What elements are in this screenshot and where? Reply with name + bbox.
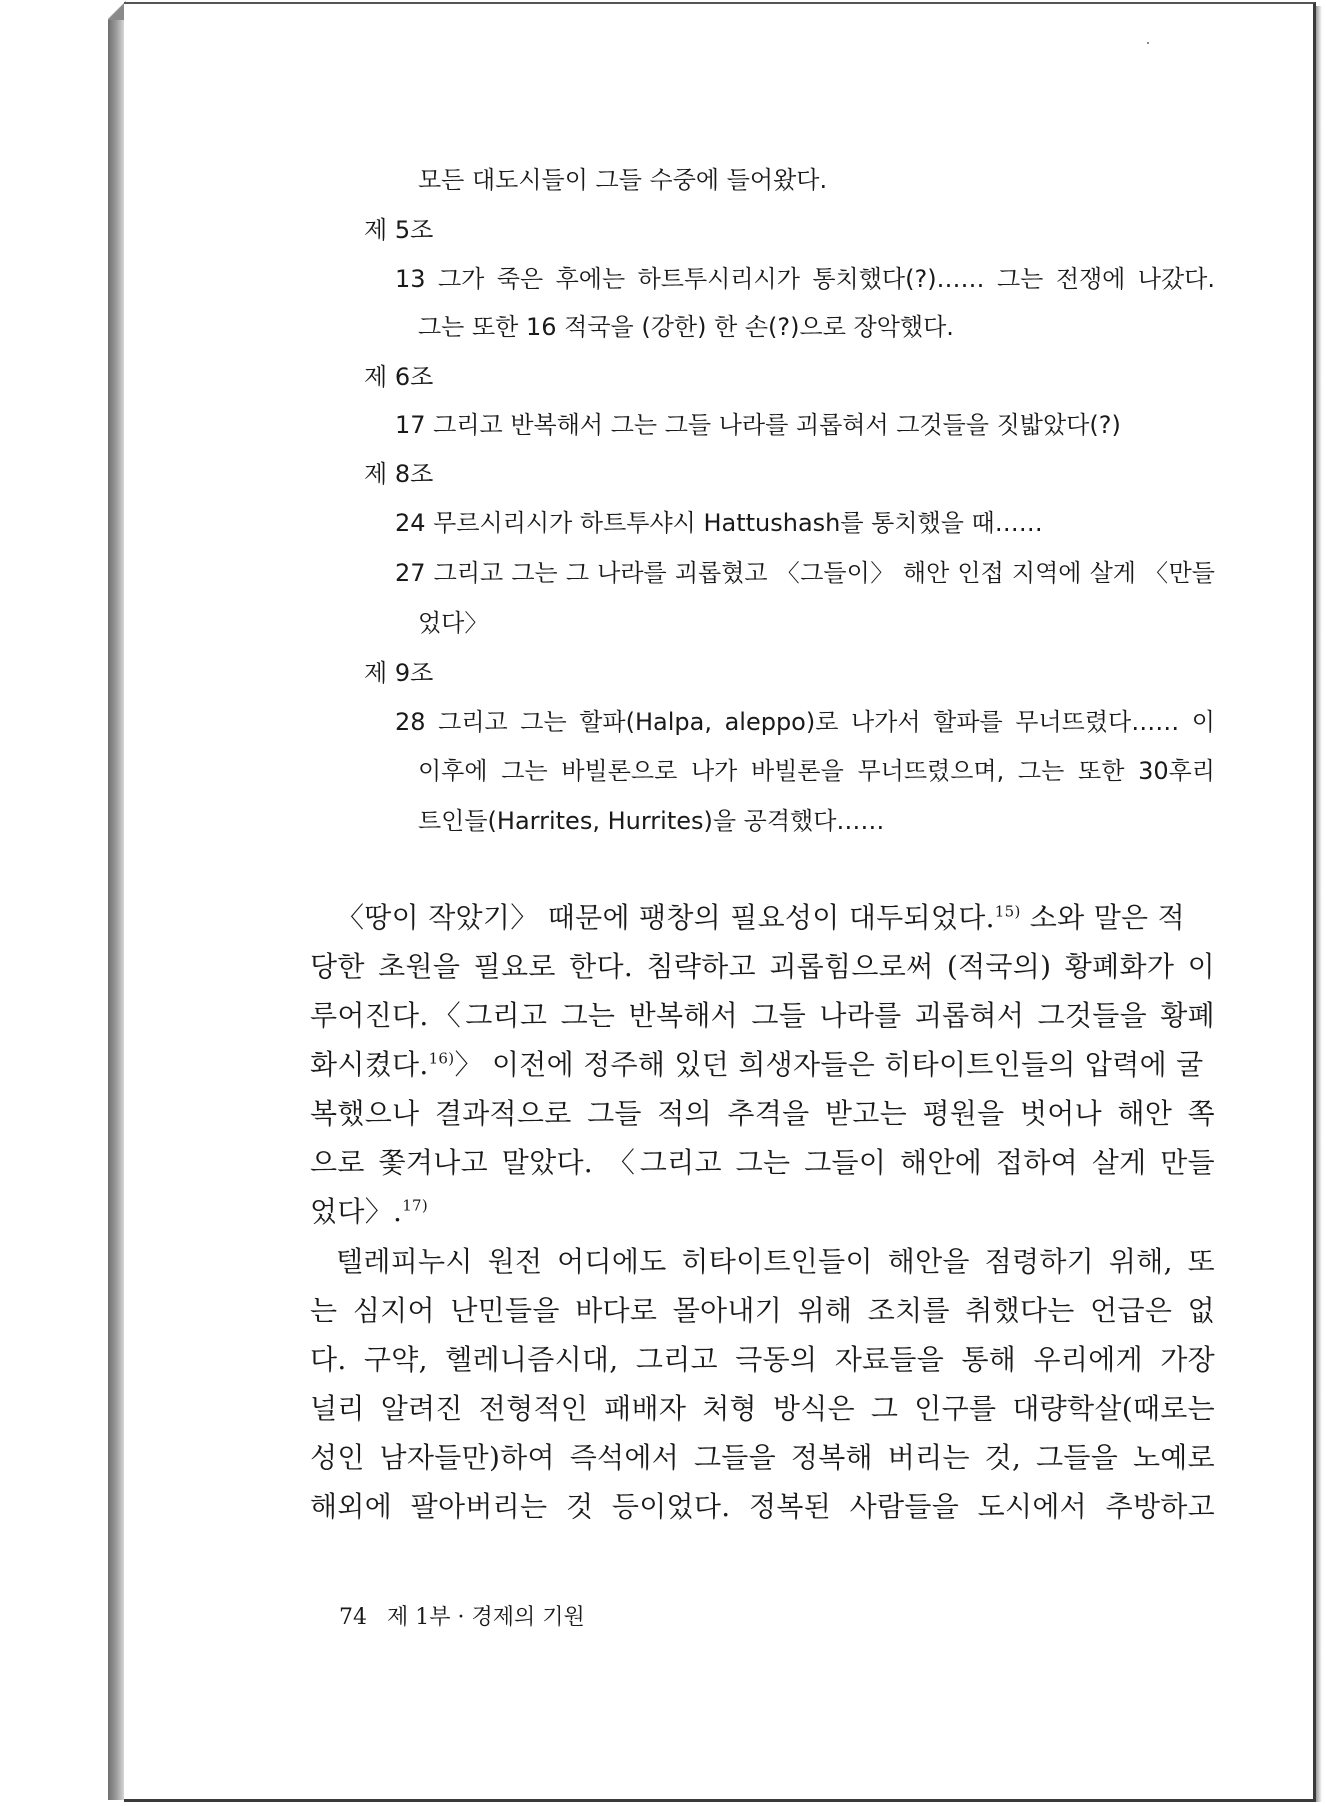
running-head: 제 1부 · 경제의 기원 — [387, 1605, 585, 1630]
footnote-ref: 17) — [402, 1196, 429, 1215]
body-line: 다. 구약, 헬레니즘시대, 그리고 극동의 자료들을 통해 우리에게 가장 — [310, 1343, 1215, 1376]
body-line: 당한 초원을 필요로 한다. 침략하고 괴롭힘으로써 (적국의) 황폐화가 이 — [310, 950, 1215, 983]
body-text: 화시켰다. — [310, 1048, 429, 1081]
footnote-ref: 15) — [994, 902, 1021, 921]
body-line: 성인 남자들만)하여 즉석에서 그들을 정복해 버리는 것, 그들을 노예로 — [310, 1441, 1215, 1474]
body-line — [336, 901, 1215, 935]
article-heading-8: 제 8조 — [364, 460, 434, 488]
quote-line: 었다〉 — [418, 609, 489, 637]
body-line: 널리 알려진 전형적인 패배자 처형 방식은 그 인구를 대량학살(때로는 — [310, 1392, 1215, 1425]
body-line: 는 심지어 난민들을 바다로 몰아내기 위해 조치를 취했다는 언급은 없 — [310, 1294, 1215, 1327]
footnote-ref: 16) — [428, 1049, 455, 1068]
quote-line: 트인들(Harrites, Hurrites)을 공격했다…… — [418, 807, 885, 835]
body-line — [310, 1048, 1215, 1082]
scan-speck — [1147, 42, 1149, 44]
body-line: 복했으나 결과적으로 그들 적의 추격을 받고는 평원을 벗어나 해안 쪽 — [310, 1097, 1215, 1130]
article-heading-9: 제 9조 — [364, 659, 434, 687]
quote-line: 모든 대도시들이 그들 수중에 들어왔다. — [418, 166, 828, 194]
body-text: 〉 이전에 정주해 있던 희생자들은 히타이트인들의 압력에 굴 — [454, 1048, 1204, 1081]
body-line: 텔레피누시 원전 어디에도 히타이트인들이 해안을 점령하기 위해, 또 — [336, 1245, 1215, 1278]
quote-line: 이후에 그는 바빌론으로 나가 바빌론을 무너뜨렸으며, 그는 또한 30후리 — [418, 757, 1215, 785]
quote-line: 그는 또한 16 적국을 (강한) 한 손(?)으로 장악했다. — [418, 313, 954, 341]
body-text: 〈땅이 작았기〉 때문에 팽창의 필요성이 대두되었다. — [336, 901, 995, 934]
quote-line: 13 그가 죽은 후에는 하트투시리시가 통치했다(?)…… 그는 전쟁에 나갔다. — [395, 265, 1215, 293]
article-heading-6: 제 6조 — [364, 363, 434, 391]
quote-line: 17 그리고 반복해서 그는 그들 나라를 괴롭혀서 그것들을 짓밟았다(?) — [395, 411, 1121, 439]
body-line — [310, 1195, 428, 1229]
body-text: 소와 말은 적 — [1020, 901, 1185, 934]
body-line: 해외에 팔아버리는 것 등이었다. 정복된 사람들을 도시에서 추방하고 — [310, 1490, 1215, 1523]
quote-line: 28 그리고 그는 할파(Halpa, aleppo)로 나가서 할파를 무너뜨렸다…… 이 — [395, 708, 1215, 736]
quote-line: 27 그리고 그는 그 나라를 괴롭혔고 〈그들이〉 해안 인접 지역에 살게 〈만들 — [395, 559, 1215, 587]
body-line: 루어진다.〈그리고 그는 반복해서 그들 나라를 괴롭혀서 그것들을 황폐 — [310, 999, 1215, 1032]
body-line: 으로 쫓겨나고 말았다. 〈그리고 그는 그들이 해안에 접하여 살게 만들 — [310, 1146, 1215, 1179]
article-heading-5: 제 5조 — [364, 216, 434, 244]
quote-line: 24 무르시리시가 하트투샤시 Hattushash를 통치했을 때…… — [395, 509, 1043, 537]
page-shadow — [1316, 6, 1322, 1802]
page-number: 74 — [339, 1605, 367, 1630]
body-text: 었다〉. — [310, 1195, 403, 1228]
